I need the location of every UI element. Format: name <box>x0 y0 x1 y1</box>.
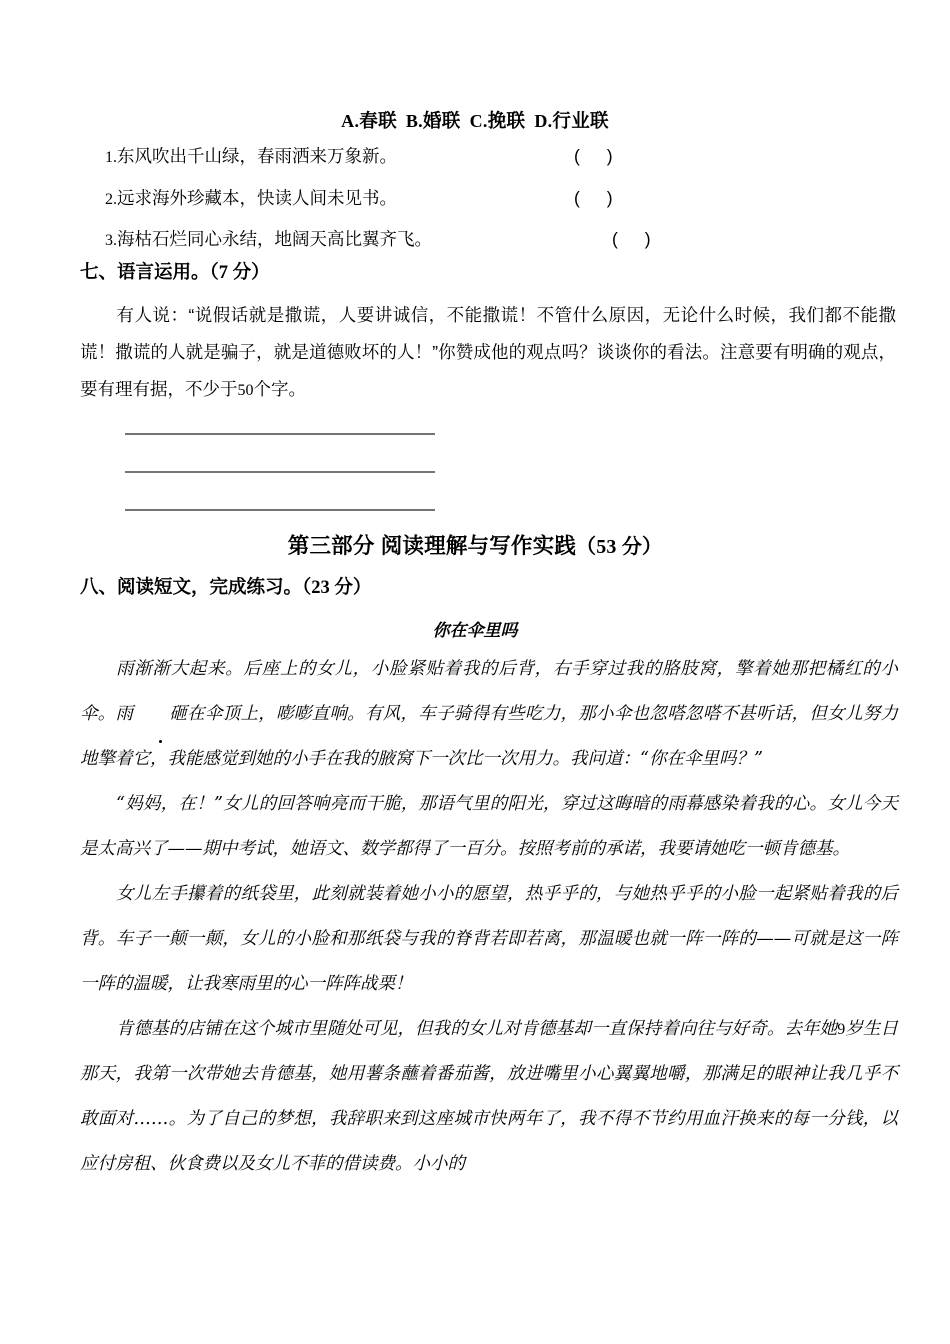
couplet-item-1-number: 1. <box>105 149 117 166</box>
option-d-letter: D. <box>534 111 553 131</box>
passage-text: 女儿左手攥着的纸袋里，此刻就装着她小小的愿望，热乎乎的，与她热乎乎的小脸一起紧贴着我的后背。车子一颠一颠，女儿的小脸和那纸袋与我的脊背若即若离，那温暖也就一阵一阵的——可就是这一阵一阵的温暖，让我寒雨里的心一阵阵战栗！ <box>80 884 898 994</box>
part-three-heading <box>0 529 950 560</box>
answer-line-2[interactable] <box>125 471 435 473</box>
section-seven-points: （7 分） <box>209 263 270 283</box>
couplet-item-3 <box>105 231 895 249</box>
option-b-label: 婚联 <box>422 110 461 131</box>
couplet-item-1-text: 东风吹出千山绿，春雨洒来万象新。 <box>117 146 397 166</box>
passage-text: “妈妈，在！”女儿的回答响亮而干脆，那语气里的阳光，穿过这晦暗的雨幕感染着我的心。女儿今天是太高兴了——期中考试，她语文、数学都得了一百分。按照考前的承诺，我要请她吃一顿肯德基。 <box>80 794 898 859</box>
section-seven-prompt-text-2: 个字。 <box>253 379 306 399</box>
passage-paragraph <box>80 872 898 1007</box>
emphasis-dot-character: 砸 <box>133 692 187 737</box>
section-eight-heading <box>80 578 371 598</box>
option-b-letter: B. <box>405 111 423 131</box>
passage-paragraph <box>80 1007 898 1187</box>
couplet-item-2-answer-blank[interactable]: ( ) <box>574 188 624 208</box>
couplet-item-3-answer-blank[interactable]: ( ) <box>612 229 662 249</box>
couplet-item-3-text: 海枯石烂同心永结，地阔天高比翼齐飞。 <box>117 229 432 249</box>
couplet-item-1-answer-blank[interactable]: ( ) <box>574 146 624 166</box>
section-seven-heading-label: 七、语言运用。 <box>80 261 210 282</box>
section-eight-heading-label: 八、阅读短文，完成练习。 <box>80 576 303 597</box>
passage-title: 你在伞里吗 <box>432 621 518 641</box>
passage-text: 肯德基的店铺在这个城市里随处可见，但我的女儿对肯德基却一直保持着向往与好奇。去年她 <box>116 1019 838 1039</box>
part-three-title: 第三部分 阅读理解与写作实践 <box>287 534 577 558</box>
part-three-points: （53 分） <box>576 536 663 558</box>
section-seven-prompt-text-1: 有人说：“说假话就是撒谎，人要讲诚信，不能撒谎！不管什么原因，无论什么时候，我们都不能撒谎！撒谎的人就是骗子，就是道德败坏的人！”你赞成他的观点吗？谈谈你的看法。注意要有明确的观点，要有理有据，不少于 <box>80 305 896 399</box>
section-seven-heading <box>80 263 270 283</box>
couplet-item-1 <box>105 148 895 166</box>
passage-paragraph <box>80 782 898 872</box>
passage-text: 雨渐渐大起来。后座上的女儿，小脸紧贴着我的后背，右手穿过我的胳肢窝，擎着她那把橘红的小伞。雨 <box>80 659 898 724</box>
couplet-item-2-number: 2. <box>105 191 117 208</box>
option-a-letter: A. <box>341 111 360 131</box>
passage-number: 9 <box>837 1021 846 1038</box>
multiple-choice-options-row <box>0 107 950 133</box>
couplet-item-2-text: 远求海外珍藏本，快读人间未见书。 <box>117 188 397 208</box>
couplet-item-3-number: 3. <box>105 232 117 249</box>
answer-line-3[interactable] <box>125 509 435 511</box>
passage-paragraph <box>80 647 898 782</box>
passage-text: 在伞顶上，嘭嘭直响。有风，车子骑得有些吃力，那小伞也忽嗒忽嗒不甚听话，但女儿努力地擎着它，我能感觉到她的小手在我的腋窝下一次比一次用力。我问道：“你在伞里吗？” <box>80 704 899 769</box>
section-eight-points: （23 分） <box>302 578 372 598</box>
section-seven-prompt <box>80 297 896 409</box>
passage-body <box>80 647 898 1187</box>
couplet-item-2 <box>105 190 895 208</box>
option-c-letter: C. <box>469 111 488 131</box>
passage-text: 岁生日那天，我第一次带她去肯德基，她用薯条蘸着番茄酱，放进嘴里小心翼翼地嚼，那满足的眼神让我几乎不敢面对……。为了自己的梦想，我辞职来到这座城市快两年了，我不得不节约用血汗换来的每一分钱，以应付房租、伙食费以及女儿不菲的借读费。小小的 <box>80 1019 899 1174</box>
answer-line-1[interactable] <box>125 433 435 435</box>
section-seven-prompt-word-count: 50 <box>237 382 254 399</box>
option-a-label: 春联 <box>359 110 397 131</box>
option-c-label: 挽联 <box>487 110 526 131</box>
option-d-label: 行业联 <box>552 110 609 131</box>
